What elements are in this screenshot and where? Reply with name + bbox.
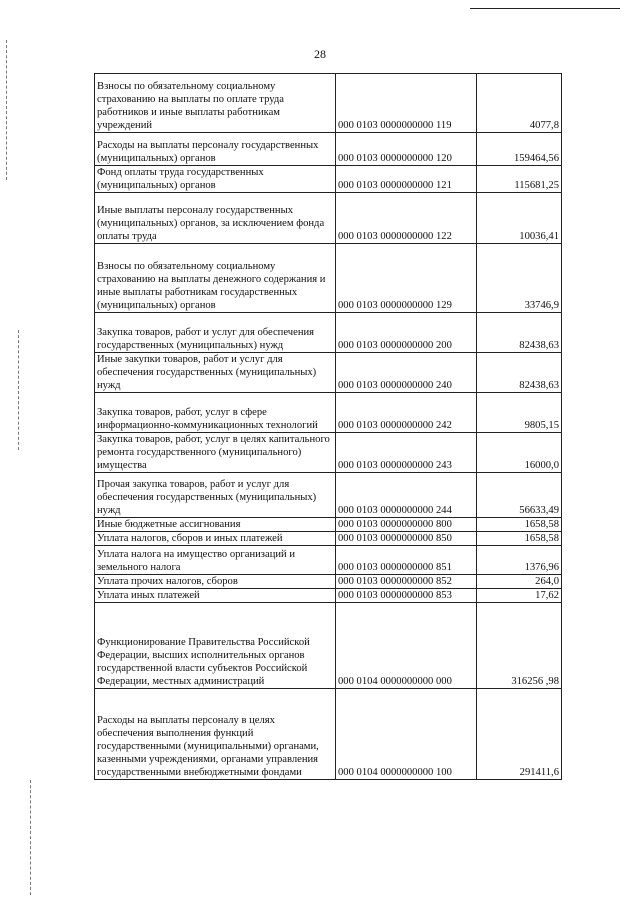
row-amount: 159464,56 xyxy=(477,133,562,166)
row-name: Фонд оплаты труда государственных (муниципальных) органов xyxy=(95,166,336,193)
row-name: Взносы по обязательному социальному страхованию на выплаты денежного содержания и иные выплаты работникам государственных (муниципальных) органов xyxy=(95,244,336,313)
row-code: 000 0103 0000000000 240 xyxy=(336,353,477,393)
row-name: Иные выплаты персоналу государственных (муниципальных) органов, за исключением фонда оплаты труда xyxy=(95,193,336,244)
row-name: Закупка товаров, работ, услуг в целях капитального ремонта государственного (муниципального) имущества xyxy=(95,433,336,473)
row-amount: 82438,63 xyxy=(477,353,562,393)
row-code: 000 0103 0000000000 244 xyxy=(336,473,477,518)
row-amount: 16000,0 xyxy=(477,433,562,473)
budget-table xyxy=(94,73,562,780)
row-name: Закупка товаров, работ и услуг для обеспечения государственных (муниципальных) нужд xyxy=(95,313,336,353)
row-code: 000 0103 0000000000 242 xyxy=(336,393,477,433)
table-row xyxy=(95,353,562,393)
scan-artifact xyxy=(18,330,19,450)
table-row xyxy=(95,166,562,193)
scan-artifact xyxy=(6,40,7,180)
row-code: 000 0103 0000000000 243 xyxy=(336,433,477,473)
table-row xyxy=(95,518,562,532)
row-amount: 4077,8 xyxy=(477,74,562,133)
row-code: 000 0104 0000000000 100 xyxy=(336,689,477,780)
row-amount: 56633,49 xyxy=(477,473,562,518)
row-name: Уплата иных платежей xyxy=(95,589,336,603)
row-name: Взносы по обязательному социальному страхованию на выплаты по оплате труда работников и иные выплаты работникам учреждений xyxy=(95,74,336,133)
table-row xyxy=(95,575,562,589)
row-name: Уплата налога на имущество организаций и земельного налога xyxy=(95,546,336,575)
table-row xyxy=(95,393,562,433)
scan-artifact xyxy=(30,780,31,895)
row-amount: 17,62 xyxy=(477,589,562,603)
row-amount: 115681,25 xyxy=(477,166,562,193)
table-row xyxy=(95,313,562,353)
row-name: Иные закупки товаров, работ и услуг для обеспечения государственных (муниципальных) нужд xyxy=(95,353,336,393)
row-amount: 1658,58 xyxy=(477,532,562,546)
row-name: Функционирование Правительства Российской Федерации, высших исполнительных органов государственной власти субъектов Российской Федерации, местных администраций xyxy=(95,603,336,689)
row-amount: 82438,63 xyxy=(477,313,562,353)
table-row xyxy=(95,74,562,133)
row-amount: 33746,9 xyxy=(477,244,562,313)
row-amount: 291411,6 xyxy=(477,689,562,780)
table-row xyxy=(95,193,562,244)
row-code: 000 0103 0000000000 121 xyxy=(336,166,477,193)
table-row xyxy=(95,473,562,518)
table-row xyxy=(95,603,562,689)
row-code: 000 0103 0000000000 200 xyxy=(336,313,477,353)
page-number: 28 xyxy=(314,47,326,61)
row-code: 000 0103 0000000000 800 xyxy=(336,518,477,532)
row-code: 000 0103 0000000000 129 xyxy=(336,244,477,313)
row-amount: 10036,41 xyxy=(477,193,562,244)
table-row xyxy=(95,589,562,603)
row-code: 000 0103 0000000000 120 xyxy=(336,133,477,166)
row-amount: 1376,96 xyxy=(477,546,562,575)
row-name: Прочая закупка товаров, работ и услуг для обеспечения государственных (муниципальных) нужд xyxy=(95,473,336,518)
row-name: Расходы на выплаты персоналу государственных (муниципальных) органов xyxy=(95,133,336,166)
row-name: Закупка товаров, работ, услуг в сфере информационно-коммуникационных технологий xyxy=(95,393,336,433)
row-code: 000 0103 0000000000 852 xyxy=(336,575,477,589)
top-rule xyxy=(470,8,620,9)
row-code: 000 0104 0000000000 000 xyxy=(336,603,477,689)
table-row xyxy=(95,689,562,780)
table-row xyxy=(95,532,562,546)
table-row xyxy=(95,546,562,575)
row-code: 000 0103 0000000000 851 xyxy=(336,546,477,575)
row-amount: 316256 ,98 xyxy=(477,603,562,689)
row-code: 000 0103 0000000000 119 xyxy=(336,74,477,133)
row-name: Расходы на выплаты персоналу в целях обеспечения выполнения функций государственными (муниципальными) органами, казенными учреждениями, органами управления государственными внебюджетными фондами xyxy=(95,689,336,780)
table-row xyxy=(95,133,562,166)
row-amount: 1658,58 xyxy=(477,518,562,532)
row-code: 000 0103 0000000000 850 xyxy=(336,532,477,546)
row-name: Иные бюджетные ассигнования xyxy=(95,518,336,532)
row-name: Уплата прочих налогов, сборов xyxy=(95,575,336,589)
table-row xyxy=(95,433,562,473)
table-row xyxy=(95,244,562,313)
row-name: Уплата налогов, сборов и иных платежей xyxy=(95,532,336,546)
row-code: 000 0103 0000000000 853 xyxy=(336,589,477,603)
row-amount: 9805,15 xyxy=(477,393,562,433)
row-code: 000 0103 0000000000 122 xyxy=(336,193,477,244)
row-amount: 264,0 xyxy=(477,575,562,589)
